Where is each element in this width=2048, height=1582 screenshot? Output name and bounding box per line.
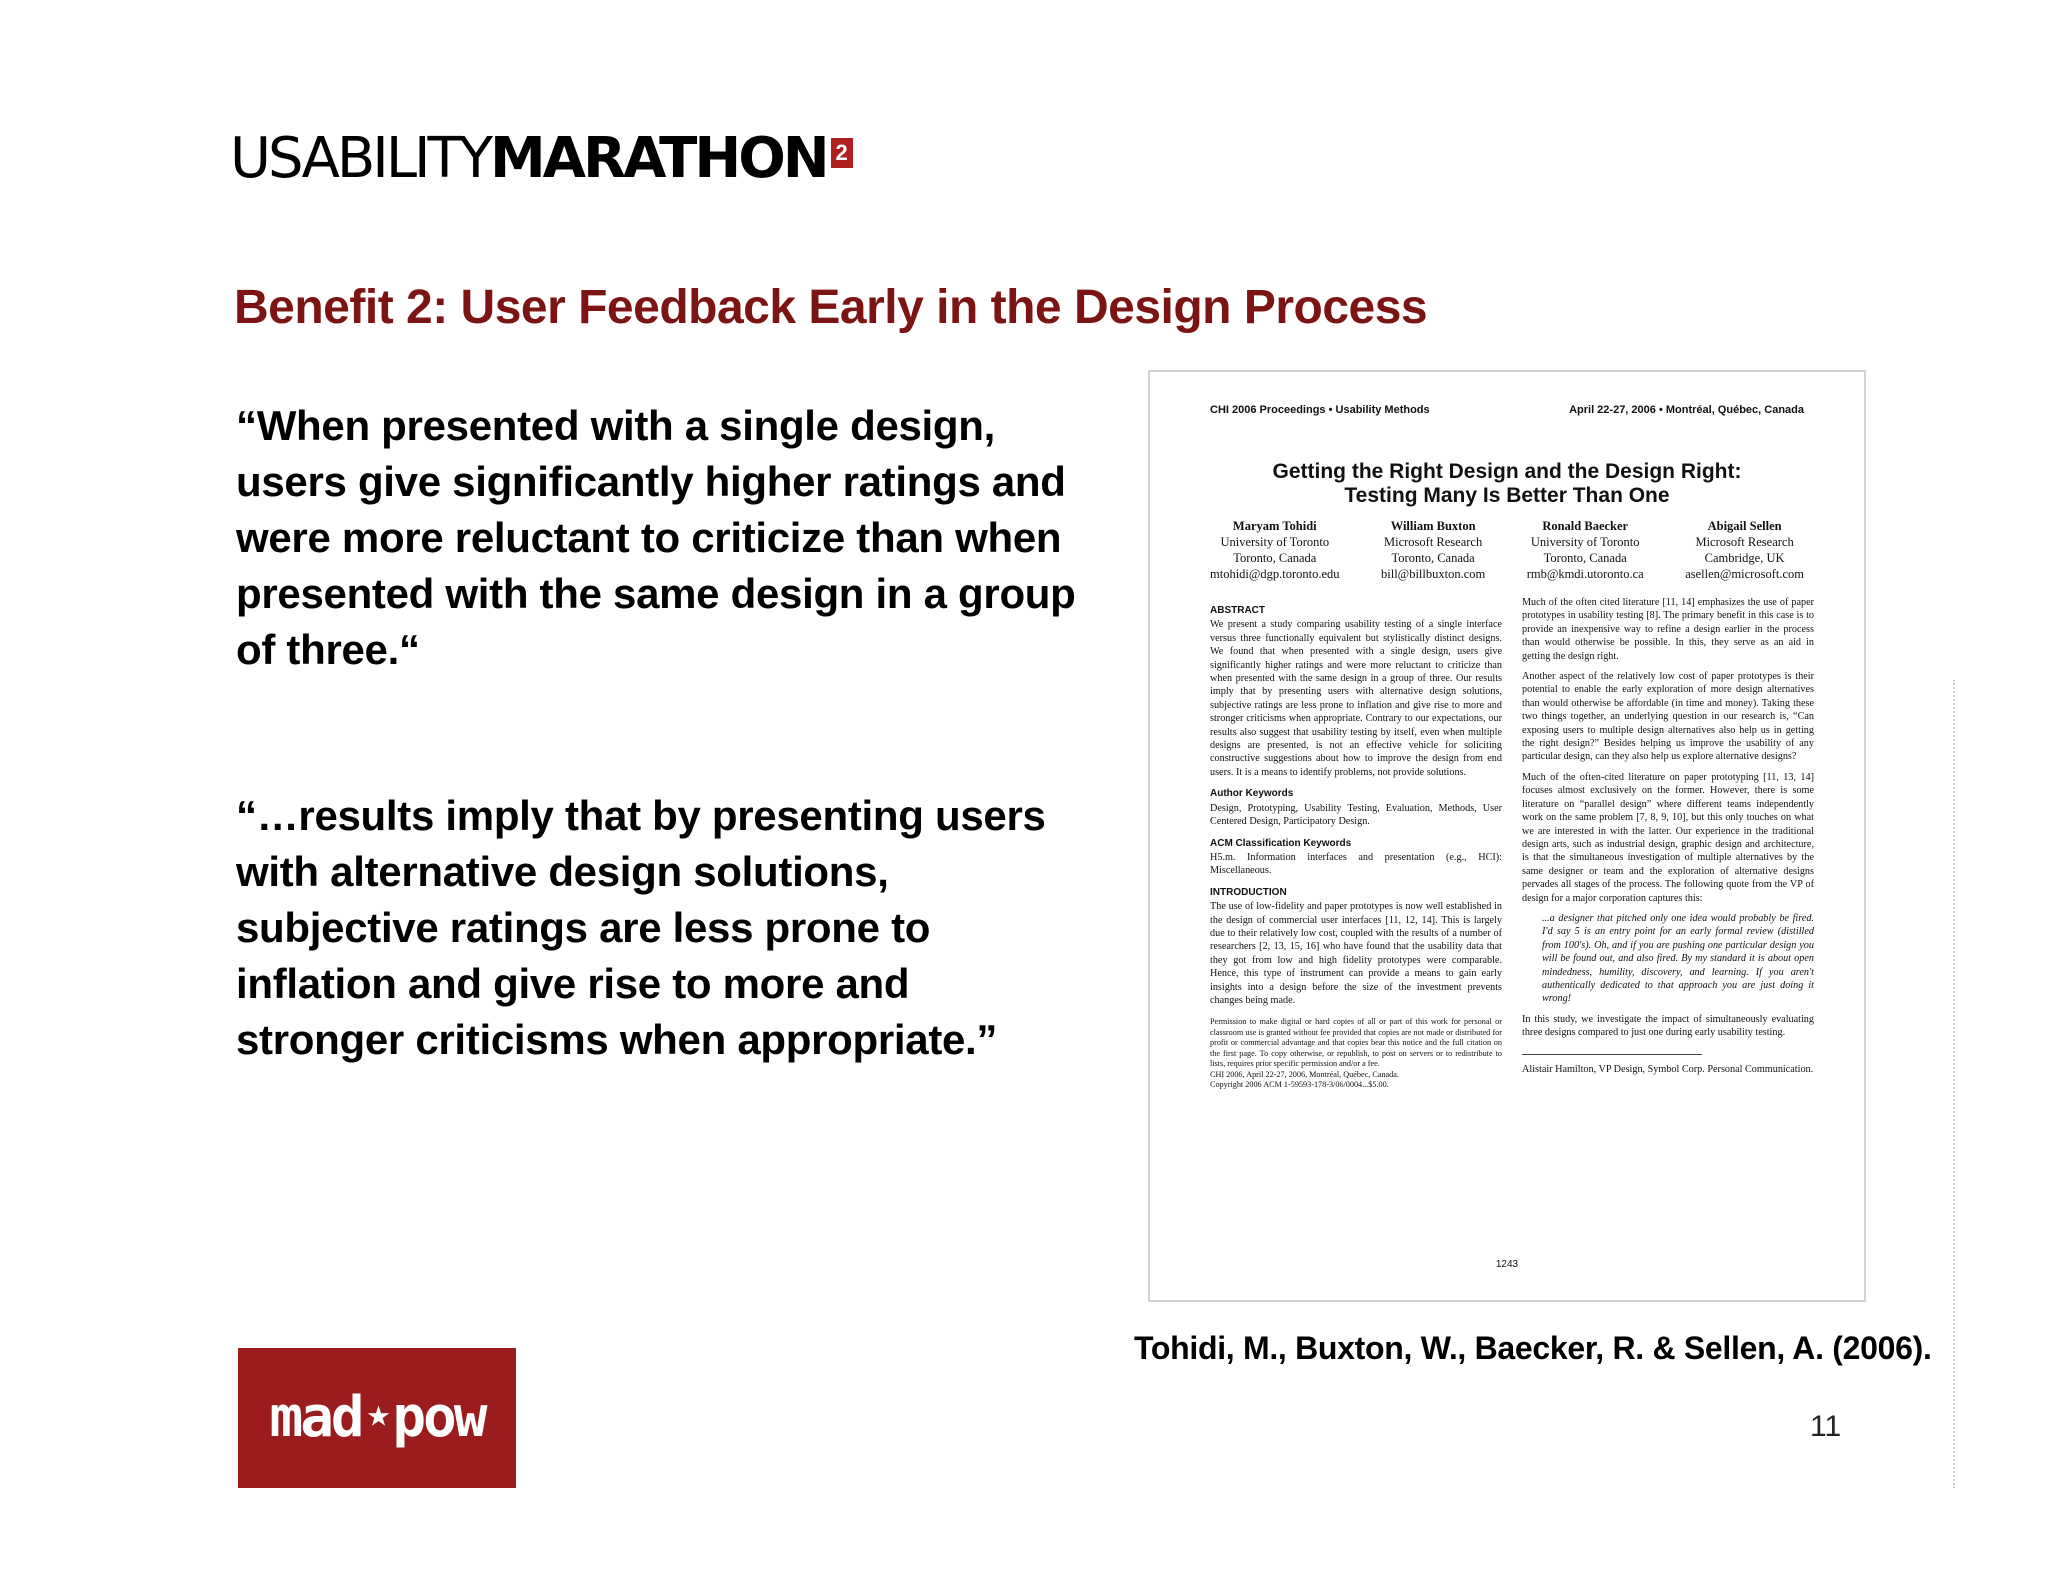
paper-paragraph: Much of the often-cited literature on paper prototyping [11, 13, 14] focuses almost exclusively on the former. However, there is some literature on “parallel design” where different teams independently work on the same problem [7, 8, 9, 10], but this only touches on what we are interested in with the latter. Our experience in the traditional design arts, such as industrial design, graphic design and architecture, is that the simultaneous investigation of multiple alternatives by the same designer or team and the exploration of alternative designs pervades all stages of the process. The following quote from the VP of design for a major corporation captures this: xyxy=(1522,771,1814,904)
author-location: Toronto, Canada xyxy=(1391,551,1475,565)
paper-authors xyxy=(1210,518,1804,582)
paper-right-column xyxy=(1522,596,1814,1083)
keywords-text: Design, Prototyping, Usability Testing, Evaluation, Methods, User Centered Design, Participatory Design. xyxy=(1210,802,1502,828)
paper-page-number: 1243 xyxy=(1495,1259,1519,1270)
paper-title-line1: Getting the Right Design and the Design Right: xyxy=(1272,460,1742,483)
paper-thumbnail xyxy=(1148,370,1866,1302)
quote-1: “When presented with a single design, users give significantly higher ratings and were more reluctant to criticize than when presented with the same design in a group of three.“ xyxy=(236,402,1076,673)
permission-notice xyxy=(1210,1017,1502,1091)
paper-header xyxy=(1210,404,1804,416)
paper-header-left: CHI 2006 Proceedings • Usability Methods xyxy=(1210,404,1430,416)
acm-text: H5.m. Information interfaces and presentation (e.g., HCI): Miscellaneous. xyxy=(1210,851,1502,877)
paper-paragraph: Much of the often cited literature [11, 14] emphasizes the use of paper prototypes in usability testing [8]. The primary benefit in this case is to provide an inexpensive way to refine a design earlier in the process than would otherwise be possible. In this, they serve as an aid in getting the design right. xyxy=(1522,597,1814,662)
abstract-heading: ABSTRACT xyxy=(1210,605,1265,616)
paper-title-line2: Testing Many Is Better Than One xyxy=(1344,484,1670,507)
logo-light-text: USABILITY xyxy=(230,126,490,191)
author-location: Cambridge, UK xyxy=(1704,551,1785,565)
author-org: Microsoft Research xyxy=(1384,535,1483,549)
slide-page-number: 11 xyxy=(1810,1410,1842,1443)
author-email: rmb@kmdi.utoronto.ca xyxy=(1526,567,1644,581)
citation: Tohidi, M., Buxton, W., Baecker, R. & Sellen, A. (2006). xyxy=(1134,1330,1932,1366)
permission-copyright: Copyright 2006 ACM 1-59593-178-3/06/0004...$5.00. xyxy=(1210,1080,1389,1090)
dotted-divider xyxy=(1953,680,1955,1488)
introduction-heading: INTRODUCTION xyxy=(1210,886,1287,898)
author-block xyxy=(1210,518,1340,582)
author-block xyxy=(1685,518,1804,582)
quote-2: “…results imply that by presenting users with alternative design solutions, subjective ratings are less prone to inflation and give rise to more and stronger criticisms when appropriate.” xyxy=(236,792,1046,1063)
paper-paragraph: In this study, we investigate the impact of simultaneously evaluating three designs compared to just one during early usability testing. xyxy=(1522,1013,1814,1039)
introduction-text: The use of low-fidelity and paper prototypes is now well established in the design of commercial user interfaces [11, 12, 14]. This is largely due to their relatively low cost, coupled with the results of a number of researchers [2, 13, 15, 16] who have found that the usability data that they got from low and high fidelity prototypes were comparable. Hence, this type of instrument can provide a means to gain early insights into a design before the size of the investment prevents changes being made. xyxy=(1210,901,1502,1006)
permission-conference: CHI 2006, April 22-27, 2006, Montréal, Québec, Canada. xyxy=(1210,1069,1399,1079)
permission-text: Permission to make digital or hard copies of all or part of this work for personal or classroom use is granted without fee provided that copies are not made or distributed for profit or commercial advantage and that copies bear this notice and the full citation on the first page. To copy otherwise, or republish, to post on servers or to redistribute to lists, requires prior specific permission and/or a fee. xyxy=(1210,1017,1502,1069)
author-org: University of Toronto xyxy=(1530,535,1640,549)
madpow-logo: mad⋆pow xyxy=(238,1348,516,1488)
author-name: Maryam Tohidi xyxy=(1232,519,1317,533)
author-location: Toronto, Canada xyxy=(1543,551,1627,565)
author-email: bill@billbuxton.com xyxy=(1381,567,1486,581)
author-location: Toronto, Canada xyxy=(1233,551,1317,565)
author-name: Ronald Baecker xyxy=(1542,519,1629,533)
paper-title xyxy=(1150,460,1864,508)
logo-badge: 2 xyxy=(831,138,853,168)
keywords-heading: Author Keywords xyxy=(1210,788,1294,800)
slide-title: Benefit 2: User Feedback Early in the Design Process xyxy=(234,281,1428,334)
paper-left-column xyxy=(1210,596,1502,1091)
author-name: William Buxton xyxy=(1390,519,1476,533)
logo-bold-text: MARATHON xyxy=(489,126,827,191)
author-name: Abigail Sellen xyxy=(1707,519,1782,533)
acm-heading: ACM Classification Keywords xyxy=(1210,837,1352,849)
paper-blockquote: ...a designer that pitched only one idea would probably be fired. I'd say 5 is an entry point for an early formal review (distilled from 100's). Oh, and if you are pushing one particular design you will be found out, and also fired. By my standard it is about open mindedness, humility, discovery, and learning. If you aren't authentically dedicated to that approach you are just doing it wrong! xyxy=(1542,912,1814,1005)
author-block xyxy=(1381,518,1485,582)
author-email: asellen@microsoft.com xyxy=(1685,567,1804,581)
author-org: University of Toronto xyxy=(1220,535,1330,549)
footnote-rule xyxy=(1522,1054,1702,1055)
usability-marathon-logo xyxy=(230,126,853,191)
paper-header-right: April 22-27, 2006 • Montréal, Québec, Canada xyxy=(1569,404,1804,416)
paper-paragraph: Another aspect of the relatively low cost of paper prototypes is their potential to enable the early exploration of more design alternatives than would otherwise be affordable (in time and money). Taking these two things together, an underlying question in our research is, “Can exposing users to multiple design alternatives also help us in getting the right design?” Besides helping us improve the usability of any particular design, can they also help us explore alternative designs? xyxy=(1522,671,1814,763)
paper-footnote: Alistair Hamilton, VP Design, Symbol Corp. Personal Communication. xyxy=(1522,1063,1814,1075)
author-block xyxy=(1527,518,1644,582)
author-email: mtohidi@dgp.toronto.edu xyxy=(1210,567,1340,581)
author-org: Microsoft Research xyxy=(1695,535,1794,549)
abstract-text: We present a study comparing usability testing of a single interface versus three functionally equivalent but stylistically distinct designs. We found that when presented with a single design, users give significantly higher ratings and were more reluctant to criticize than when presented with the same design in a group of three. Our results imply that by presenting users with alternative design solutions, subjective ratings are less prone to inflation and give rise to more and stronger criticisms when appropriate. Contrary to our expectations, our results also suggest that usability testing by itself, even when multiple designs are presented, is not an effective vehicle for soliciting constructive suggestions about how to improve the design from end users. It is a means to identify problems, not provide solutions. xyxy=(1210,619,1502,778)
